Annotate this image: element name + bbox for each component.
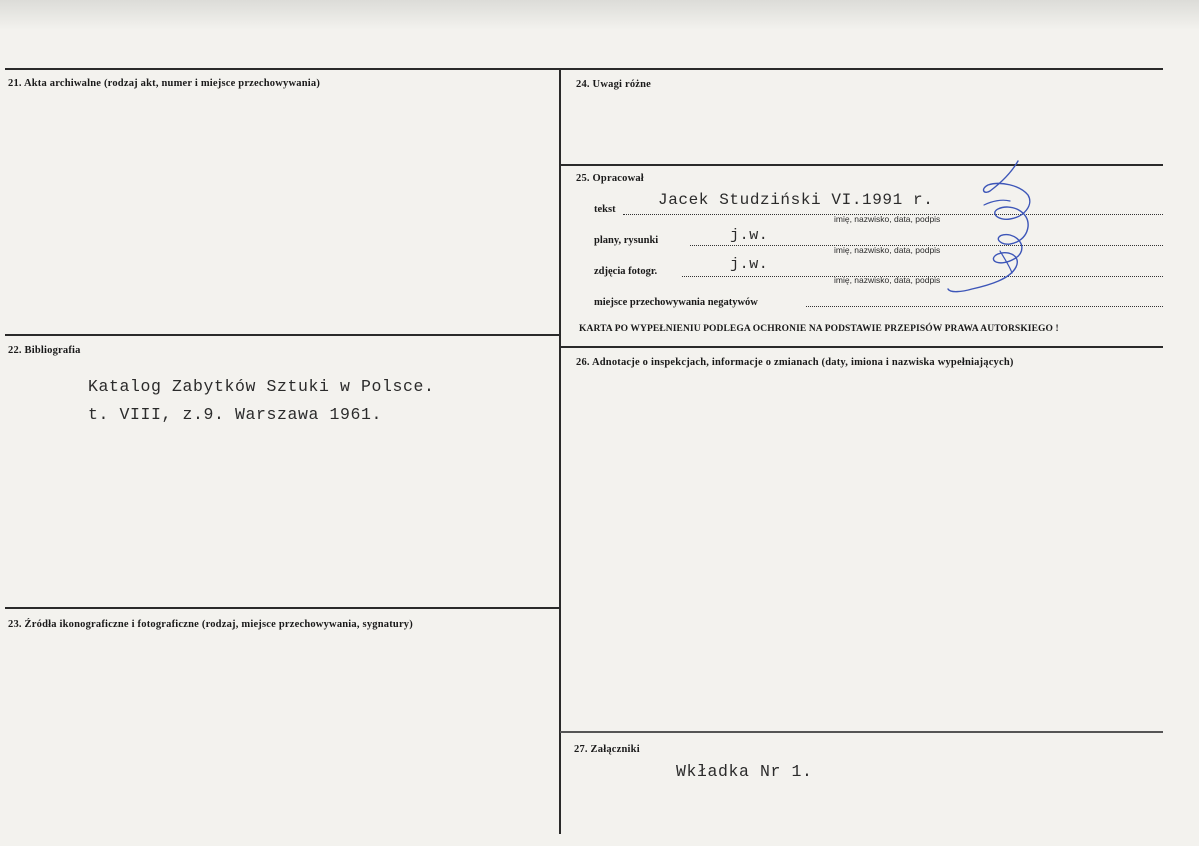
column-divider [559, 68, 561, 834]
bibliography-line-2: t. VIII, z.9. Warszawa 1961. [88, 405, 383, 424]
divider-21-22 [5, 334, 560, 336]
section-25-label: 25. Opracował [576, 173, 644, 184]
divider-25-26 [560, 346, 1163, 348]
card-top-edge [0, 0, 1199, 30]
attachments-value: Wkładka Nr 1. [676, 762, 813, 781]
section-22-label: 22. Bibliografia [8, 345, 81, 356]
row-tekst-label: tekst [594, 204, 616, 215]
row-negatywy-label: miejsce przechowywania negatywów [594, 297, 758, 308]
row-plany-label: plany, rysunki [594, 235, 659, 246]
section-21-label: 21. Akta archiwalne (rodzaj akt, numer i miejsce przechowywania) [8, 78, 321, 89]
divider-22-23 [5, 607, 560, 609]
bibliography-line-1: Katalog Zabytków Sztuki w Polsce. [88, 377, 435, 396]
row-plany-hint: imię, nazwisko, data, podpis [834, 245, 941, 255]
row-plany-value: j.w. [730, 227, 769, 244]
row-zdjecia-hint: imię, nazwisko, data, podpis [834, 275, 941, 285]
row-tekst-hint: imię, nazwisko, data, podpis [834, 214, 941, 224]
row-zdjecia-label: zdjęcia fotogr. [594, 266, 658, 277]
top-border [5, 68, 1163, 70]
section-23-label: 23. Źródła ikonograficzne i fotograficzne (rodzaj, miejsce przechowywania, sygnatury) [8, 619, 413, 630]
row-negatywy-line [806, 306, 1163, 307]
copyright-warning: KARTA PO WYPEŁNIENIU PODLEGA OCHRONIE NA PODSTAWIE PRZEPISÓW PRAWA AUTORSKIEGO ! [579, 324, 1059, 334]
section-24-label: 24. Uwagi różne [576, 79, 652, 90]
divider-24-25 [560, 164, 1163, 166]
section-27-label: 27. Załączniki [574, 744, 640, 755]
row-zdjecia-value: j.w. [730, 256, 769, 273]
row-tekst-value: Jacek Studziński VI.1991 r. [658, 191, 934, 209]
section-26-label: 26. Adnotacje o inspekcjach, informacje o zmianach (daty, imiona i nazwiska wypełniających) [576, 357, 1014, 368]
divider-26-27 [560, 731, 1163, 733]
handwritten-signature [940, 155, 1050, 300]
